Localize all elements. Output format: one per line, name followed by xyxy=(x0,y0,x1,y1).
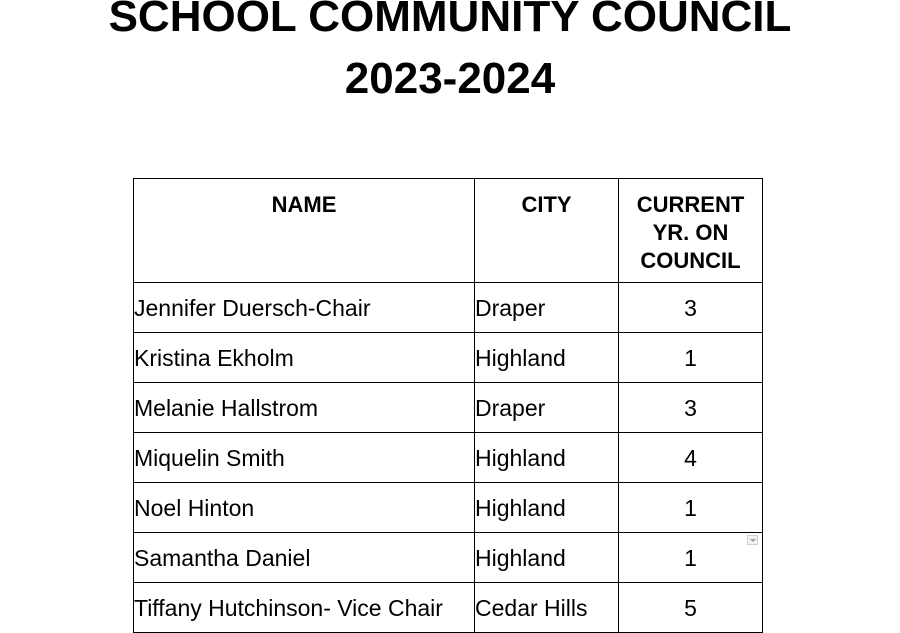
member-year: 4 xyxy=(619,433,763,483)
table-row xyxy=(134,483,763,533)
member-year: 3 xyxy=(619,383,763,433)
header-current-year xyxy=(619,179,763,283)
member-name: Kristina Ekholm xyxy=(134,333,475,383)
member-city: Highland xyxy=(475,483,619,533)
document-year: 2023-2024 xyxy=(344,54,556,103)
header-year-line: COUNCIL xyxy=(640,248,741,273)
document-title: SCHOOL COMMUNITY COUNCIL xyxy=(108,0,792,41)
table-row xyxy=(134,433,763,483)
table-row xyxy=(134,333,763,383)
member-city: Cedar Hills xyxy=(475,583,619,633)
member-name: Miquelin Smith xyxy=(134,433,475,483)
dropdown-arrow-icon[interactable] xyxy=(747,535,758,545)
header-name: NAME xyxy=(134,179,475,283)
member-year: 1 xyxy=(619,483,763,533)
member-name: Tiffany Hutchinson- Vice Chair xyxy=(134,583,475,633)
header-city: CITY xyxy=(475,179,619,283)
member-year: 1 xyxy=(619,533,763,583)
table-row xyxy=(134,283,763,333)
member-year: 3 xyxy=(619,283,763,333)
member-city: Draper xyxy=(475,383,619,433)
member-year: 5 xyxy=(619,583,763,633)
table-row xyxy=(134,583,763,633)
member-name: Jennifer Duersch-Chair xyxy=(134,283,475,333)
table-row xyxy=(134,533,763,583)
table-header-row xyxy=(134,179,763,283)
member-city: Highland xyxy=(475,533,619,583)
header-year-line: CURRENT xyxy=(636,192,745,217)
member-name: Noel Hinton xyxy=(134,483,475,533)
member-name: Melanie Hallstrom xyxy=(134,383,475,433)
member-name: Samantha Daniel xyxy=(134,533,475,583)
member-year: 1 xyxy=(619,333,763,383)
table-row xyxy=(134,383,763,433)
member-city: Highland xyxy=(475,333,619,383)
council-table xyxy=(133,178,763,633)
member-city: Highland xyxy=(475,433,619,483)
header-year-line: YR. ON xyxy=(652,220,729,245)
member-city: Draper xyxy=(475,283,619,333)
